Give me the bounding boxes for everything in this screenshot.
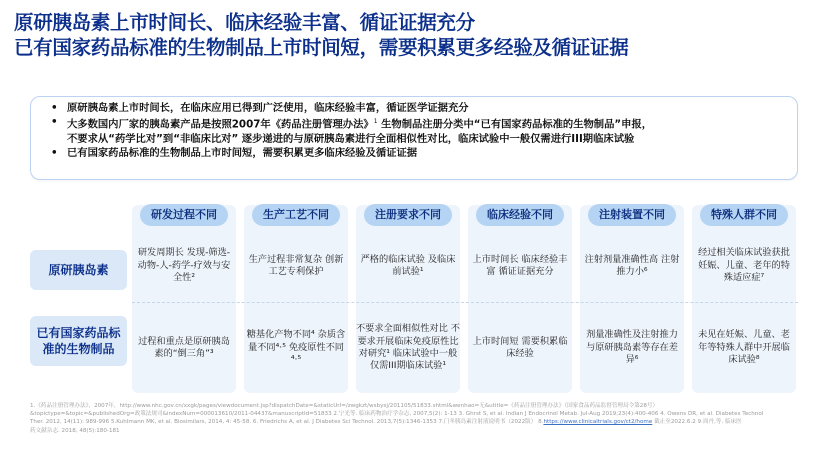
row-header-standard-biologics: 已有国家药品标准的生物制品 bbox=[30, 316, 127, 366]
cell-r2-production: 糖基化产物不同⁴ 杂质含量不同⁴·⁵ 免疫原性不同⁴·⁵ bbox=[246, 329, 346, 366]
bullet-1: • 原研胰岛素上市时间长，在临床应用已得到广泛使用，临床经验丰富，循证医学证据充分 bbox=[51, 102, 469, 114]
bullet-dot-icon: • bbox=[51, 147, 58, 160]
column-header-production: 生产工艺不同 bbox=[252, 204, 340, 226]
column-header-registration: 注册要求不同 bbox=[364, 204, 452, 226]
footnote-line-3: Ther. 2012, 14(11): 989-996 5.Kuhlmann MK, et al. Biosimilars, 2014, 4: 45-58. 6. Friedrichs A, et al. J Diabetes Sci Technol. 2013,7(5):1346-1353 7.门冬胰岛素注射液说明书（2022版） 8.https://www.clinicaltrials.gov/ct2/home 截止至2022.6.2 9.周丹,等. 临床医 bbox=[30, 419, 742, 426]
column-header-rnd: 研发过程不同 bbox=[140, 204, 228, 226]
bullet-3: • 已有国家药品标准的生物制品上市时间短，需要积累更多临床经验及循证证据 bbox=[51, 147, 418, 160]
bullet-dot-icon: • bbox=[51, 102, 58, 114]
footnote-line-2: &topictype=&topic=&publishedOrg=政策法规司&indexNum=000013610/2011-04437&manuscriptId=51833 2.宁光等. 临床药物治疗学杂志, 2007,5(2): 1-13 3. Ghrst S, et al. Indian J Endocrinol Metab. Jul-Aug 2019;23(4):400-406 4. Owens DR, et al. Diabetes Technol bbox=[30, 411, 764, 418]
cell-r2-device: 剂量准确性及注射推力与原研胰岛素等存在差异⁶ bbox=[586, 329, 678, 366]
slide-title bbox=[14, 10, 819, 60]
cell-r2-registration: 不要求全面相似性对比 不要求开展临床免疫原性比对研究¹ 临床试验中一般仅需III期临床试验¹ bbox=[356, 323, 460, 372]
cell-r1-rnd: 研发周期长 发现-筛选-动物-人-药学-疗效与安全性² bbox=[137, 247, 231, 284]
bullet-dot-icon: • bbox=[51, 116, 58, 129]
cell-r1-device: 注射剂量准确性高 注射推力小⁶ bbox=[584, 253, 680, 277]
footnote-line-1: 1.《药品注册管理办法》，2007年，http://www.nhc.gov.cn/xxgk/pages/viewdocument.jsp?dispatchDate=&staticUrl=/zwgkzt/wsbysj/201105/51833.shtml&wenhao=无&utitle=《药品注册管理办法》（国家食品药品监督管理局令第28号） bbox=[30, 403, 659, 409]
bullet-2-continued: 不要求从“药学比对”到“非临床比对” 逐步递进的与原研胰岛素进行全面相似性对比，临床试验中一般仅需进行III期临床试验 bbox=[67, 132, 635, 145]
column-header-clinical: 临床经验不同 bbox=[476, 204, 564, 226]
row-divider bbox=[132, 302, 798, 303]
column-header-device: 注射装置不同 bbox=[588, 204, 676, 226]
cell-r2-special-population: 未见在妊娠、儿童、老年等特殊人群中开展临床试验⁸ bbox=[698, 329, 790, 366]
cell-r2-clinical: 上市时间短 需要积累临床经验 bbox=[472, 335, 568, 359]
footnote-line-4: 药文献杂志. 2018, 48(5):180-181 bbox=[30, 427, 120, 434]
footnotes bbox=[30, 402, 800, 435]
cell-r1-production: 生产过程非常复杂 创新工艺专利保护 bbox=[248, 253, 344, 277]
row-header-original-insulin: 原研胰岛素 bbox=[30, 250, 127, 290]
bullet-2: • 大多数国内厂家的胰岛素产品是按照2007年《药品注册管理办法》$^1$ 生物制品注册分类中“已有国家药品标准的生物制品”申报， bbox=[51, 116, 653, 131]
cell-r1-special-population: 经过相关临床试验获批妊娠、儿童、老年的特殊适应症⁷ bbox=[698, 247, 790, 284]
column-header-special-population: 特殊人群不同 bbox=[700, 204, 788, 226]
cell-r2-rnd: 过程和重点是原研胰岛素的“倒三角”³ bbox=[138, 335, 230, 359]
title-line-2: 已有国家药品标准的生物制品上市时间短，需要积累更多经验及循证证据 bbox=[14, 36, 629, 59]
title-line-1: 原研胰岛素上市时间长、临床经验丰富、循证证据充分 bbox=[14, 11, 475, 34]
cell-r1-registration: 严格的临床试验 及临床前试验¹ bbox=[360, 253, 456, 277]
cell-r1-clinical: 上市时间长 临床经验丰富 循证证据充分 bbox=[472, 253, 568, 277]
summary-box bbox=[30, 96, 798, 180]
clinicaltrials-link[interactable]: https://www.clinicaltrials.gov/ct2/home bbox=[543, 419, 653, 426]
